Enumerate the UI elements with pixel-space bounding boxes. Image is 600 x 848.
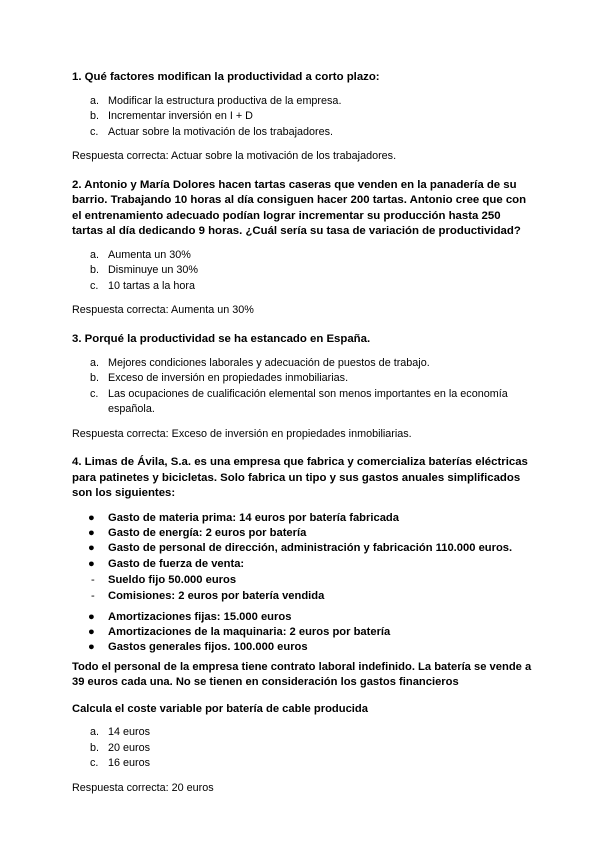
- option-item: a. 14 euros: [90, 726, 151, 739]
- bullet-icon: ●: [88, 511, 95, 524]
- question-1: 1. Qué factores modifican la productividad a corto plazo:: [72, 71, 380, 83]
- expense-item: ● Gasto de fuerza de venta:: [72, 557, 532, 572]
- expense-item: ● Gasto de materia prima: 14 euros por batería fabricada: [72, 511, 532, 526]
- bullet-icon: ●: [88, 625, 95, 638]
- question-4-subquestion: Calcula el coste variable por batería de cable producida: [72, 702, 368, 715]
- option-item: a. Modificar la estructura productiva de la empresa.: [90, 94, 342, 107]
- question-3-options: [72, 356, 532, 418]
- option-item: c. 16 euros: [90, 757, 151, 770]
- answer-3: Respuesta correcta: Exceso de inversión en propiedades inmobiliarias.: [72, 427, 412, 440]
- expense-list: [72, 511, 532, 656]
- expense-item: ● Gastos generales fijos. 100.000 euros: [72, 640, 532, 655]
- expense-item: ● Amortizaciones de la maquinaria: 2 euros por batería: [72, 625, 532, 640]
- expense-item: ● Gasto de personal de dirección, administración y fabricación 110.000 euros.: [72, 541, 532, 556]
- option-item: c. 10 tartas a la hora: [90, 279, 196, 292]
- option-item: b. Disminuye un 30%: [90, 264, 199, 277]
- question-4: 4. Limas de Ávila, S.a. es una empresa que fabrica y comercializa baterías eléctricas para patinetes y bicicletas. Solo fabrica un tipo y sus gastos anuales simplificados son los siguientes:: [72, 456, 528, 500]
- expense-item: ● Gasto de energía: 2 euros por batería: [72, 526, 532, 541]
- document-body: [72, 70, 532, 796]
- answer-2: Respuesta correcta: Aumenta un 30%: [72, 304, 254, 317]
- bullet-icon: ●: [88, 542, 95, 555]
- expense-subitem: - Sueldo fijo 50.000 euros: [72, 573, 532, 588]
- bullet-icon: ●: [88, 610, 95, 623]
- question-2: 2. Antonio y María Dolores hacen tartas caseras que venden en la panadería de su barrio. Trabajando 10 horas al día consiguen hacer 200 tartas. Antonio cree que con el entrenamiento adecuado podían lograr incrementar su producción hasta 250 tartas al día dedicando 9 horas. ¿Cuál sería su tasa de variación de productividad?: [72, 178, 527, 238]
- option-item: a. Mejores condiciones laborales y adecuación de puestos de trabajo.: [90, 356, 430, 369]
- question-1-options: [72, 94, 532, 141]
- option-item: a. Aumenta un 30%: [90, 248, 191, 261]
- bullet-icon: ●: [88, 641, 95, 654]
- option-item: b. Incrementar inversión en I + D: [90, 110, 253, 123]
- option-item: b. 20 euros: [90, 741, 151, 754]
- bullet-icon: ●: [88, 527, 95, 540]
- option-item: c. Actuar sobre la motivación de los trabajadores.: [90, 125, 334, 138]
- option-item: b. Exceso de inversión en propiedades inmobiliarias.: [90, 372, 349, 385]
- dash-icon: -: [91, 574, 95, 587]
- expense-subitem: - Comisiones: 2 euros por batería vendida: [72, 589, 532, 604]
- answer-4: Respuesta correcta: 20 euros: [72, 781, 214, 794]
- question-2-options: [72, 248, 532, 295]
- question-3: 3. Porqué la productividad se ha estancado en España.: [72, 332, 371, 345]
- answer-1: Respuesta correcta: Actuar sobre la motivación de los trabajadores.: [72, 150, 397, 163]
- question-4-options: [72, 725, 532, 772]
- bullet-icon: ●: [88, 557, 95, 570]
- option-item: c. Las ocupaciones de cualificación elemental son menos importantes en la economía española.: [90, 387, 508, 416]
- question-4-note: Todo el personal de la empresa tiene contrato laboral indefinido. La batería se vende a 39 euros cada una. No se tienen en consideración los gastos financieros: [72, 660, 532, 689]
- expense-item: ● Amortizaciones fijas: 15.000 euros: [72, 610, 532, 625]
- dash-icon: -: [91, 590, 95, 603]
